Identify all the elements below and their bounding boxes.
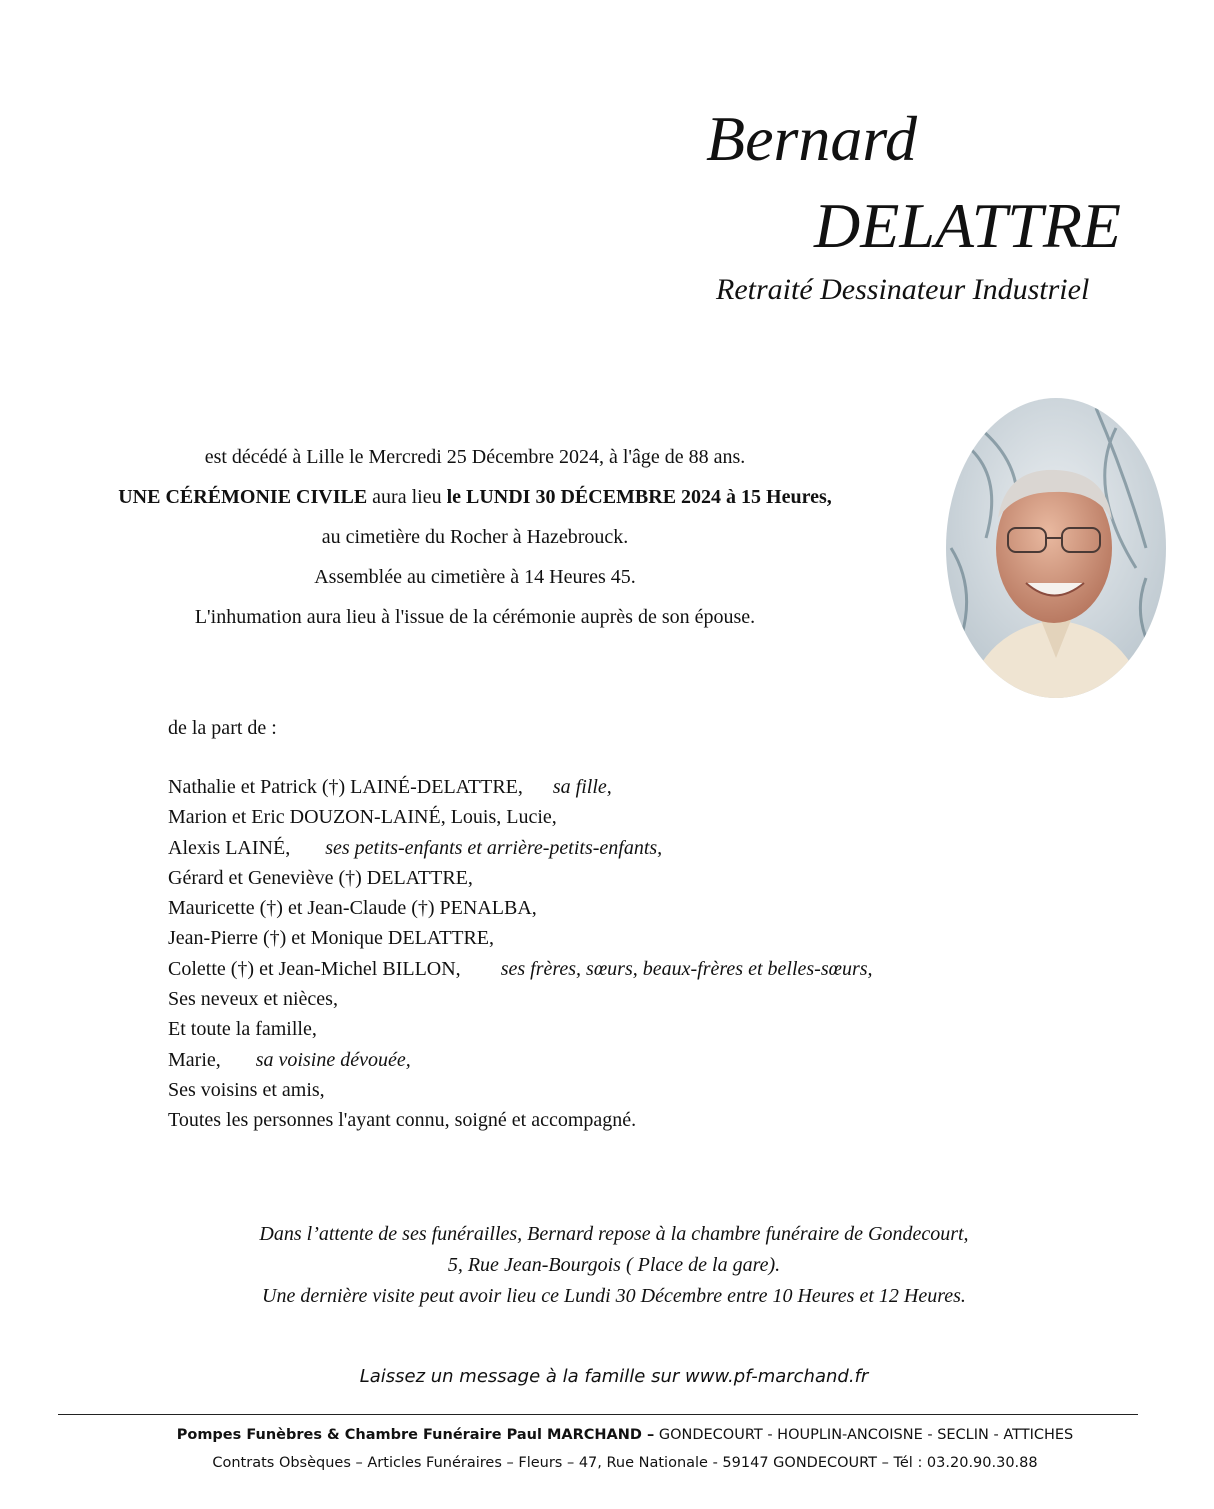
announcement-line-4: Assemblée au cimetière à 14 Heures 45. [314,566,636,588]
ceremony-date: le LUNDI 30 DÉCEMBRE 2024 à 15 Heures, [446,486,832,508]
family-names: Mauricette (†) et Jean-Claude (†) PENALBA, [168,897,537,920]
family-names: Jean-Pierre (†) et Monique DELATTRE, [168,927,495,950]
family-line [168,984,873,1014]
portrait-photo [946,398,1166,698]
family-names: Ses neveux et nièces, [168,988,338,1011]
footer-line-1 [0,1422,1214,1448]
family-names: Colette (†) et Jean-Michel BILLON, [168,957,461,980]
family-line [168,954,873,984]
footer-divider [58,1414,1138,1415]
family-line [168,923,873,953]
announcement-line-5: L'inhumation aura lieu à l'issue de la cérémonie auprès de son épouse. [194,606,756,628]
family-line [168,1014,873,1044]
family-relation: ses frères, sœurs, beaux-frères et belles-sœurs, [500,957,873,980]
family-names: Gérard et Geneviève (†) DELATTRE, [168,866,473,889]
funeral-home-name: Pompes Funèbres & Chambre Funéraire Paul MARCHAND – [176,1427,655,1443]
portrait-illustration [946,398,1166,698]
visit-line-1: Dans l’attente de ses funérailles, Bernard repose à la chambre funéraire de Gondecourt, [259,1223,969,1245]
ceremony-connector: aura lieu [367,486,447,508]
family-line [168,833,873,863]
family-names: Nathalie et Patrick (†) LAINÉ-DELATTRE, [168,776,523,798]
family-names: Toutes les personnes l'ayant connu, soigné et accompagné. [168,1109,637,1132]
family-line [168,772,873,802]
family-line [168,1045,873,1075]
visit-line-2: 5, Rue Jean-Bourgois ( Place de la gare). [447,1254,781,1276]
funeral-home-locations: GONDECOURT - HOUPLIN-ANCOISNE - SECLIN - ATTICHES [654,1427,1074,1443]
family-relation: sa voisine dévouée, [255,1048,411,1071]
family-names: Alexis LAINÉ, [168,836,291,859]
from-label: de la part de : [168,717,277,739]
visit-info [0,1219,1214,1312]
family-names: Ses voisins et amis, [168,1078,325,1101]
family-relation: ses petits-enfants et arrière-petits-enfants, [325,836,663,859]
family-names: Marie, [168,1048,221,1071]
condolence-message: Laissez un message à la famille sur www.pf-marchand.fr [359,1366,869,1387]
family-line [168,863,873,893]
family-list [168,772,873,1136]
announcement-line-2 [0,477,950,517]
ceremony-type: UNE CÉRÉMONIE CIVILE [118,486,368,508]
family-line [168,1075,873,1105]
footer-line-2: Contrats Obsèques – Articles Funéraires – Fleurs – 47, Rue Nationale - 59147 GONDECOURT – Tél : 03.20.90.30.88 [212,1455,1038,1471]
last-name: DELATTRE [814,190,1121,261]
profession: Retraité Dessinateur Industriel [716,273,1090,306]
family-relation: sa fille, [552,776,612,798]
family-line [168,1105,873,1135]
announcement-line-3: au cimetière du Rocher à Hazebrouck. [321,526,629,548]
family-names: Et toute la famille, [168,1018,317,1041]
family-names: Marion et Eric DOUZON-LAINÉ, Louis, Lucie, [168,806,557,829]
announcement-line-1: est décédé à Lille le Mercredi 25 Décembre 2024, à l'âge de 88 ans. [204,446,746,468]
visit-line-3: Une dernière visite peut avoir lieu ce Lundi 30 Décembre entre 10 Heures et 12 Heures. [262,1285,966,1307]
death-announcement [0,437,950,637]
first-name: Bernard [706,103,917,174]
family-line [168,893,873,923]
family-line [168,802,873,832]
